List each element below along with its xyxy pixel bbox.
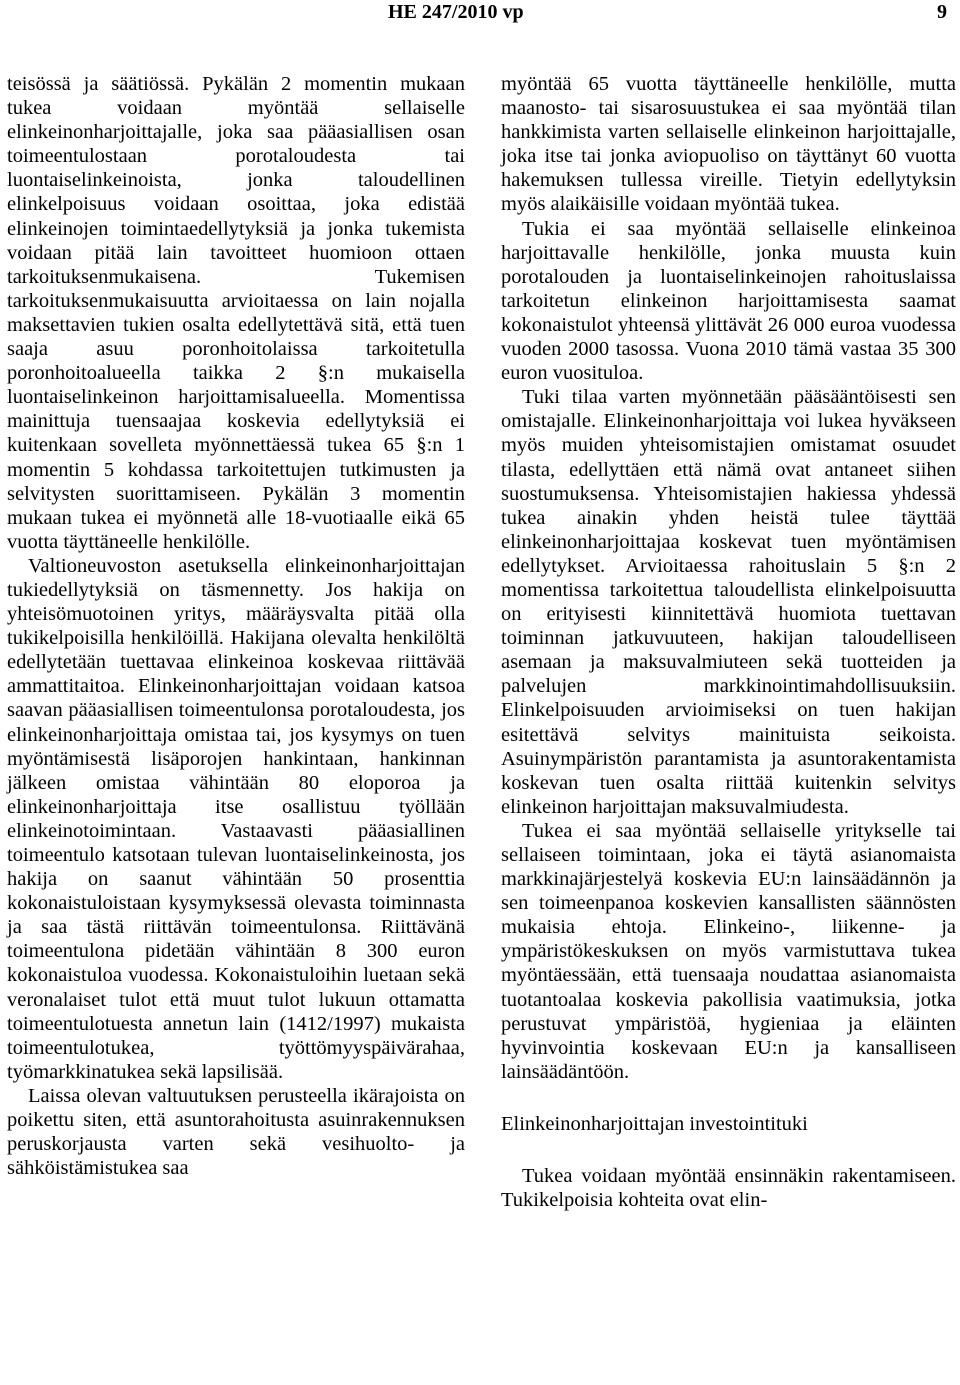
body-paragraph: Valtioneuvoston asetuksella elinkeinonharjoittajan tukiedellytyksiä on täsmennetty. Jos hakija on yhteisömuotoinen yritys, määräysvalta pitää olla tukikelpoisilla henkilöillä. Hakijana olevalta henkilöltä edellytetään tuettavaa elinkeinoa koskevaa riittävää ammattitaitoa. Elinkeinonharjoittajan voidaan katsoa saavan pääasiallisen toimeentulonsa porotaloudesta, jos elinkeinonharjoittaja omistaa tai, jos kysymys on tuen myöntämisestä lisäporojen hankintaan, hankinnan jälkeen omistaa vähintään 80 eloporoa ja elinkeinonharjoittaja itse osallistuu työllään elinkeinotoimintaan. Vastaavasti pääasiallinen toimeentulo katsotaan tulevan luontaiselinkeinosta, jos hakija on saanut vähintään 50 prosenttia kokonaistuloistaan kysymyksessä olevasta toiminnasta ja saa tästä riittävän toimeentulonsa. Riittävänä toimeentulona pidetään vähintään 8 300 euron kokonaistuloa vuodessa. Kokonaistuloihin luetaan sekä veronalaiset tulot että muut tulot lukuun ottamatta toimeentulotuesta annetun lain (1412/1997) mukaista toimeentulotukea, työttömyyspäivärahaa, työmarkkinatukea sekä lapsilisää.: [7, 554, 465, 1083]
body-paragraph: Tukea voidaan myöntää ensinnäkin rakentamiseen. Tukikelpoisia kohteita ovat elin-: [501, 1165, 956, 1212]
section-heading: Elinkeinonharjoittajan investointituki: [501, 1112, 808, 1135]
body-paragraph: Tukia ei saa myöntää sellaiselle elinkeinoa harjoittavalle henkilölle, jonka muusta kuin porotalouden ja luontaiselinkeinojen rahoituslaissa tarkoitetun elinkeinon harjoittamisesta saamat kokonaistulot yhteensä ylittävät 26 000 euroa vuodessa vuoden 2000 tasossa. Vuona 2010 tämä vastaa 35 300 euron vuosituloa.: [501, 217, 956, 385]
right-column: [501, 72, 956, 1212]
body-paragraph: Tuki tilaa varten myönnetään pääsääntöisesti sen omistajalle. Elinkeinonharjoittaja voi lukea hyväkseen myös muiden yhteisomistajien omistamat osuudet tilasta, edellyttäen että nämä ovat antaneet siihen suostumuksensa. Yhteisomistajien hakiessa yhdessä tukea ainakin yhden heistä tulee täyttää elinkeinonharjoittajaa koskevat tuen myöntämisen edellytykset. Arvioitaessa rahoituslain 5 §:n 2 momentissa tarkoitettua taloudellista elinkelpoisuutta on erityisesti kiinnitettävä huomiota tuettavan toiminnan jatkuvuuteen, hakijan taloudelliseen asemaan ja maksuvalmiuteen sekä tuotteiden ja palvelujen markkinointimahdollisuuksiin. Elinkelpoisuuden arvioimiseksi on tuen hakijan esitettävä selvitys mainituista seikoista. Asuinympäristön parantamista ja asuntorakentamista koskevan tuen osalta riittää kuitenkin selvitys elinkeinon harjoittajan maksuvalmiudesta.: [501, 386, 956, 818]
document-id: HE 247/2010 vp: [388, 1, 524, 23]
body-paragraph: Laissa olevan valtuutuksen perusteella ikärajoista on poikettu siten, että asuntorahoitusta asuinrakennuksen peruskorjausta varten sekä vesihuolto- ja sähköistämistukea saa: [7, 1084, 465, 1180]
body-paragraph: teisössä ja säätiössä. Pykälän 2 momentin mukaan tukea voidaan myöntää sellaiselle elinkeinonharjoittajalle, joka saa pääasiallisen osan toimeentulostaan porotaloudesta tai luontaiselinkeinoista, jonka taloudellinen elinkelpoisuus voidaan osoittaa, joka edistää elinkeinojen toimintaedellytyksiä ja jonka tukemista voidaan pitää lain tavoitteet huomioon ottaen tarkoituksenmukaisena. Tukemisen tarkoituksenmukaisuutta arvioitaessa on lain nojalla maksettavien tukien osalta edellytettävä sitä, että tuen saaja asuu poronhoitolaissa tarkoitetulla poronhoitoalueella taikka 2 §:n mukaisella luontaiselinkeinon harjoittamisalueella. Momentissa mainittuja tuensaajaa koskevia edellytyksiä ei kuitenkaan sovelleta myönnettäessä tukea 65 §:n 1 momentin 5 kohdassa tarkoitettujen tutkimusten ja selvitysten suorittamiseen. Pykälän 3 momentin mukaan tukea ei myönnetä alle 18-vuotiaalle eikä 65 vuotta täyttäneelle henkilölle.: [7, 73, 465, 553]
page-header: [0, 0, 960, 30]
body-paragraph: Tukea ei saa myöntää sellaiselle yritykselle tai sellaiseen toimintaan, joka ei täytä asianomaista markkinajärjestelyä koskevia EU:n lainsäädännön ja sen toimeenpanoa koskevien kansallisten säännösten mukaisia ehtoja. Elinkeino-, liikenne- ja ympäristökeskuksen on myös varmistuttava tukea myöntäessään, että tuensaaja noudattaa asianomaista tuotantoalaa koskevia pakollisia vaatimuksia, jotka perustuvat ympäristöä, hygieniaa ja eläinten hyvinvointia koskevaan EU:n ja kansalliseen lainsäädäntöön.: [501, 819, 956, 1083]
body-paragraph: myöntää 65 vuotta täyttäneelle henkilölle, mutta maanosto- tai sisarosuustukea ei saa myöntää tilan hankkimista varten sellaiselle elinkeinon harjoittajalle, joka itse tai jonka aviopuoliso on täyttänyt 60 vuotta hakemuksen tullessa vireille. Tietyin edellytyksin myös alaikäisille voidaan myöntää tukea.: [501, 73, 956, 216]
page-number: 9: [937, 1, 947, 23]
left-column: [7, 72, 465, 1180]
